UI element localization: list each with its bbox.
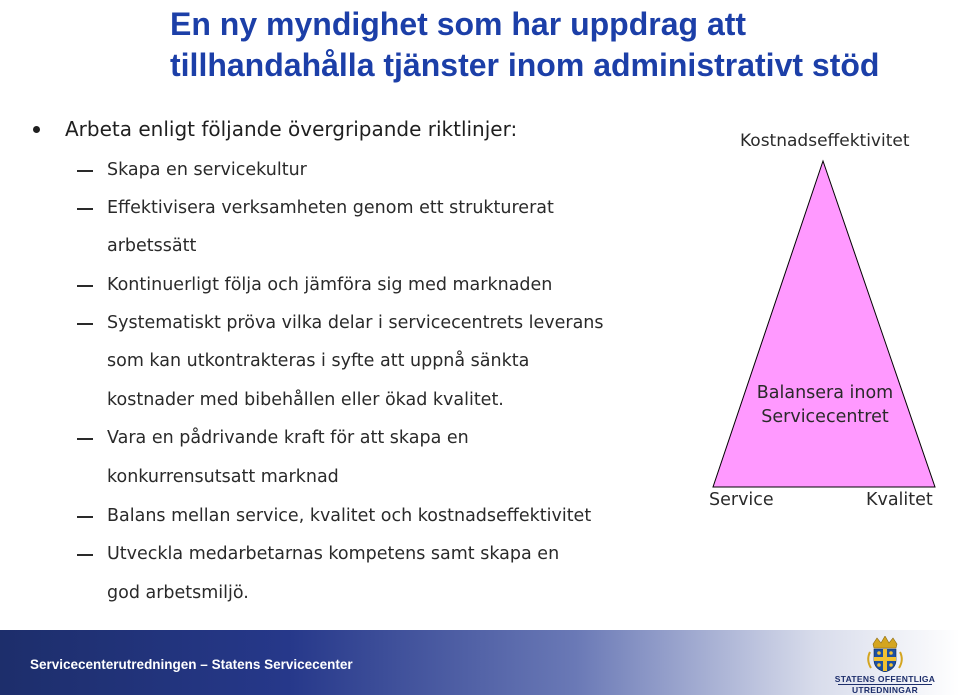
sub-bullet-continuation: som kan utkontrakteras i syfte att uppnå sänkta	[107, 351, 530, 371]
sou-logo	[830, 636, 940, 694]
crown-shield-icon	[830, 636, 940, 672]
triangle-right-label: Kvalitet	[866, 490, 933, 510]
main-bullet-text: Arbeta enligt följande övergripande riktlinjer:	[65, 117, 518, 141]
triangle-left-label: Service	[709, 490, 774, 510]
sub-bullet-continuation: arbetssätt	[107, 236, 197, 256]
sub-bullet-text: Balans mellan service, kvalitet och kostnadseffektivitet	[107, 506, 592, 526]
triangle-center-label	[730, 381, 920, 429]
sub-bullet-text: Skapa en servicekultur	[107, 160, 307, 180]
sub-bullet-text: Utveckla medarbetarnas kompetens samt skapa en	[107, 544, 560, 564]
slide-title-line-2: tillhandahålla tjänster inom administrativt stöd	[170, 47, 880, 83]
sub-bullet-text: Effektivisera verksamheten genom ett strukturerat	[107, 198, 554, 218]
slide-title-line-1: En ny myndighet som har uppdrag att	[170, 6, 747, 42]
triangle-center-line-2: Servicecentret	[761, 407, 889, 427]
sub-bullet-text: Vara en pådrivande kraft för att skapa en	[107, 428, 469, 448]
sub-bullet-continuation: kostnader med bibehållen eller ökad kvalitet.	[107, 390, 504, 410]
sub-bullet-text: Systematiskt pröva vilka delar i servicecentrets leverans	[107, 313, 604, 333]
sub-bullet-continuation: god arbetsmiljö.	[107, 583, 249, 603]
triangle-center-line-1: Balansera inom	[756, 383, 894, 403]
balance-triangle	[713, 161, 935, 487]
sub-bullet-continuation: konkurrensutsatt marknad	[107, 467, 339, 487]
footer-text: Servicecenterutredningen – Statens Servicecenter	[30, 657, 353, 672]
logo-line-1: STATENS OFFENTLIGA	[834, 674, 936, 684]
triangle-top-label: Kostnadseffektivitet	[740, 131, 910, 151]
sub-bullet-text: Kontinuerligt följa och jämföra sig med marknaden	[107, 275, 553, 295]
logo-line-2: UTREDNINGAR	[851, 685, 919, 695]
